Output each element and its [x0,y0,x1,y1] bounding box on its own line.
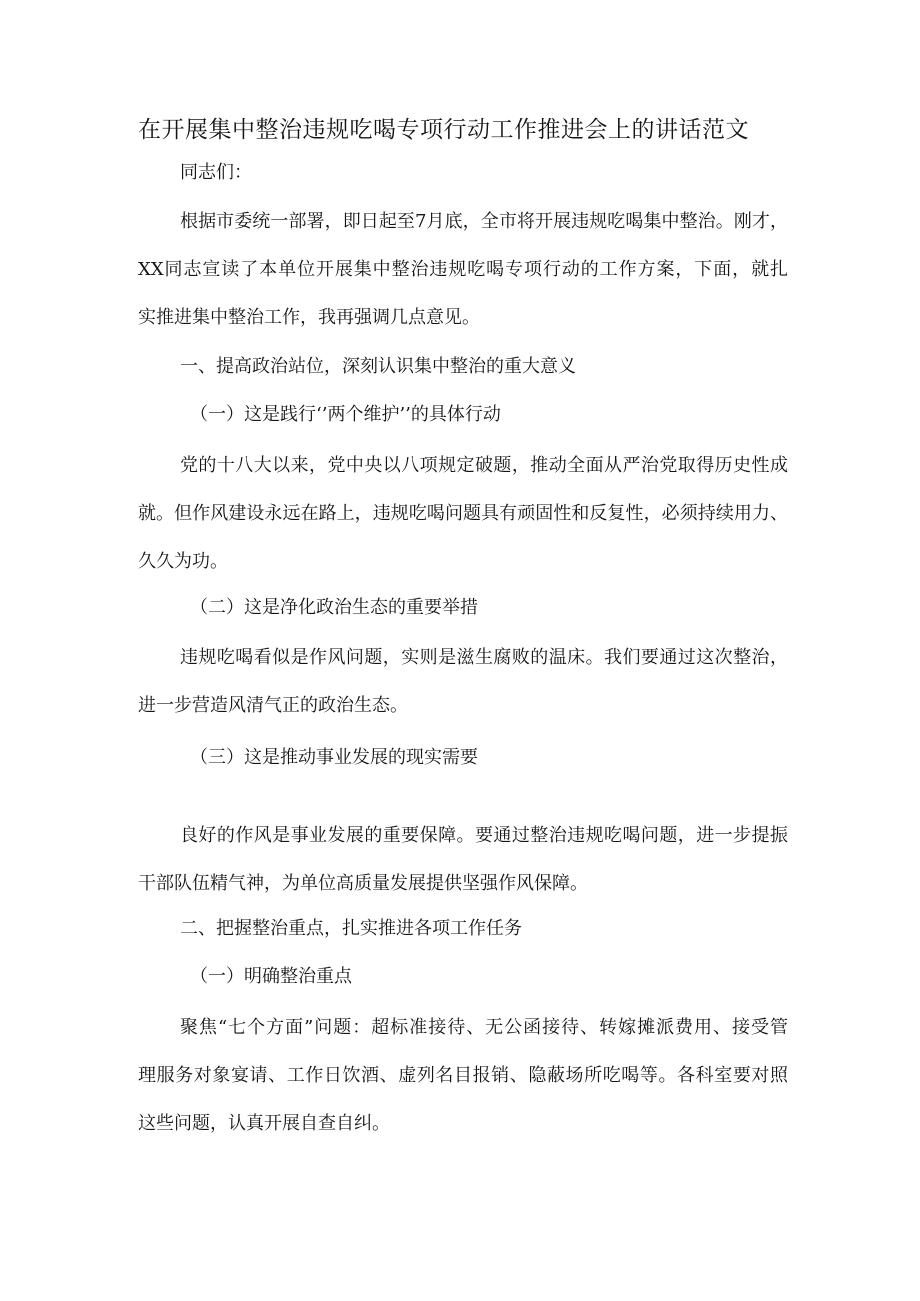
salutation: 同志们： [180,162,252,183]
text-line: 聚焦“七个方面”问题：超标准接待、无公函接待、转嫁摊派费用、接受管 [180,1017,788,1038]
text-line: 就。但作风建设永远在路上，违规吃喝问题具有顽固性和反复性，必须持续用力、 [138,503,788,524]
section1-sub2-heading: （二）这是净化政治生态的重要举措 [190,597,478,618]
section1-sub1-paragraph [138,442,788,586]
text-line: 党的十八大以来，党中央以八项规定破题，推动全面从严治党取得历史性成 [180,455,788,476]
text-line: XX同志宣读了本单位开展集中整治违规吃喝专项行动的工作方案，下面，就扎 [138,259,788,280]
text-line: 理服务对象宴请、工作日饮酒、虚列名目报销、隐蔽场所吃喝等。各科室要对照 [138,1065,788,1086]
text-line: 干部队伍精气神，为单位高质量发展提供坚强作风保障。 [138,873,588,894]
section2-sub1-heading: （一）明确整治重点 [190,966,352,987]
section1-sub1-heading: （一）这是践行‘’两个维护’’的具体行动 [190,404,501,425]
text-line: 进一步营造风清气正的政治生态。 [138,695,408,716]
text-line: 实推进集中整治工作，我再强调几点意见。 [138,307,480,328]
section2-heading: 二、把握整治重点，扎实推进各项工作任务 [180,918,522,939]
section1-sub2-paragraph [138,634,788,730]
intro-paragraph [138,198,788,342]
section2-sub1-paragraph [138,1004,788,1148]
text-line: 根据市委统一部署，即日起至7月底，全市将开展违规吃喝集中整治。刚才， [180,211,788,232]
text-line: 违规吃喝看似是作风问题，实则是滋生腐败的温床。我们要通过这次整治， [180,647,788,668]
text-line: 久久为功。 [138,551,228,572]
section1-sub3-paragraph [138,812,788,908]
section1-sub3-heading: （三）这是推动事业发展的现实需要 [190,747,478,768]
text-line: 良好的作风是事业发展的重要保障。要通过整治违规吃喝问题，进一步提振 [180,825,788,846]
section1-heading: 一、提高政治站位，深刻认识集中整治的重大意义 [180,356,576,377]
document-title: 在开展集中整治违规吃喝专项行动工作推进会上的讲话范文 [138,117,749,143]
text-line: 这些问题，认真开展自查自纠。 [138,1113,390,1134]
